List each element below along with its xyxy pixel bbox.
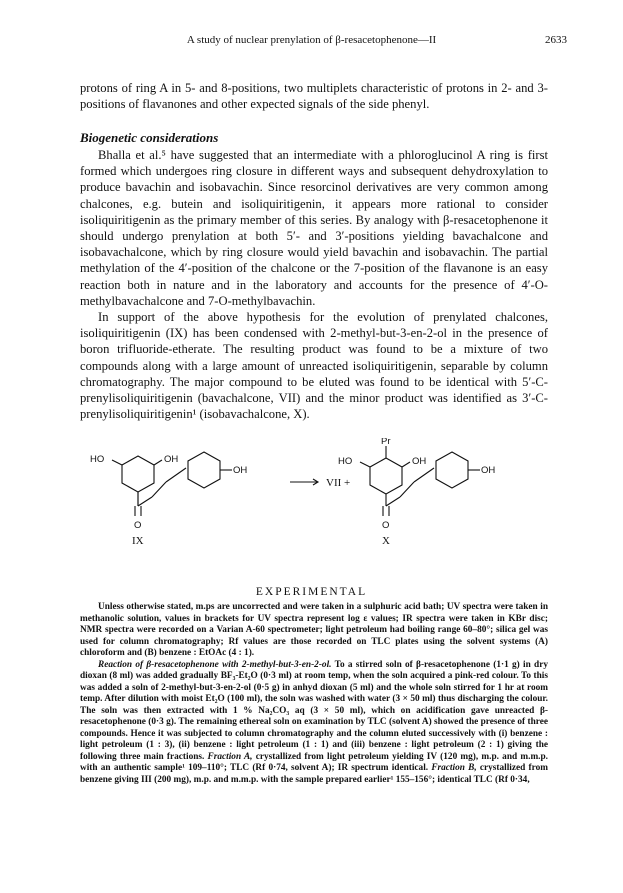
section-body bbox=[80, 147, 548, 422]
reaction-title: Reaction of β-resacetophenone with 2-methyl-but-3-en-2-ol. bbox=[98, 659, 332, 670]
experimental-body bbox=[80, 602, 548, 786]
left-oh1-label: OH bbox=[164, 454, 179, 465]
product-text: VII + bbox=[326, 477, 351, 489]
paragraph-1: Bhalla et al.⁵ have suggested that an intermediate with a phloroglucinol A ring is first formed which undergoes ring closure in different ways and subsequent dehydroxylation to produce bavachin and isobavachin. Since resorcinol derivatives are very common among chalcones, e.g. butein and isoliquiritigenin, it appears more rational to consider isoliquiritigenin as the primary member of this series. By analogy with β-resacetophenone it should undergo prenylation at both 5′- and 3′-positions yielding bavachalcone and isobavachalcone, which by ring closure would yield bavachin and isobavachin. The partial methylation of the 4′-position of the chalcone or the 7-position of the flavanone is an easy reaction both in nature and in the laboratory and accounts for the presence of 4′-O-methylbavachalcone and 7-O-methylbavachin. bbox=[80, 148, 548, 308]
page-number: 2633 bbox=[545, 34, 567, 46]
left-ho-label: HO bbox=[90, 454, 105, 465]
left-o-label: O bbox=[134, 520, 142, 531]
running-title: A study of nuclear prenylation of β-resacetophenone—II bbox=[186, 34, 437, 46]
compound-ix-label: IX bbox=[132, 535, 144, 547]
ring-a-left bbox=[122, 456, 154, 492]
right-ho-label: HO bbox=[338, 456, 353, 467]
paragraph-2: In support of the above hypothesis for the evolution of prenylated chalcones, isoliquiritigenin (IX) has been condensed with 2-methyl-but-3-en-2-ol in the presence of boron trifluoride-etherate. The resulting product was found to be a mixture of two compounds along with a large amount of unreacted isoliquiritigenin, separable by column chromatography. The major compound to be eluted was found to be identical with 5′-C-prenylisoliquiritigenin (bavachalcone, VII) and the minor product was identified as 3′-C-prenylisoliquiritigenin¹ (isobavachalcone, X). bbox=[80, 310, 548, 422]
ring-b-left bbox=[188, 452, 220, 488]
experimental-general: Unless otherwise stated, m.ps are uncorrected and were taken in a sulphuric acid bath; UV spectra were taken in methanolic solution, values in brackets for UV spectra represent log ε values; IR spectra were taken in KBr disc; NMR spectra were recorded on a Varian A-60 spectrometer; light petroleum had boiling range 60–80°; silica gel was used for column chromatography; Rf values are those recorded on TLC plates using the solvent systems (A) chloroform and (B) benzene : EtOAc (4 : 1). bbox=[80, 602, 548, 658]
reaction-paragraph bbox=[80, 660, 548, 787]
section-heading: Biogenetic considerations bbox=[80, 130, 219, 145]
ring-a-right bbox=[370, 458, 402, 494]
right-o-label: O bbox=[382, 520, 390, 531]
right-oh2-label: OH bbox=[481, 465, 496, 476]
experimental-heading: EXPERIMENTAL bbox=[255, 586, 368, 598]
fraction-b-title: Fraction B, bbox=[431, 763, 477, 773]
fraction-a-title: Fraction A, bbox=[207, 751, 253, 762]
right-pr-label: Pr bbox=[381, 438, 391, 447]
reaction-text: To a stirred soln of β-resacetophenone (1·1 g) in dry dioxan (8 ml) was added gradually BF₃-Et₂O (0·3 ml) at room temp, when the soln acquired a pink-red colour. To this was added a soln of 2-methyl-but-3-en-2-ol (0·5 g) in anhyd dioxan (5 ml) and the whole soln stirred for 1 hr at room temp. After dilution with moist Et₂O (100 ml), the soln was washed with water (3 × 50 ml) thus discharging the colour. The soln was then extracted with 1 % Na₂CO₃ aq (3 × 50 ml), which on acidification gave unreacted β-resacetophenone (0·3 g). The remaining ethereal soln on examination by TLC (solvent A) showed the presence of three compounds. Hence it was subjected to column chromatography and the column eluted successively with (i) benzene : light petroleum (1 : 3), (ii) benzene : light petroleum (1 : 1) and (iii) benzene : light petroleum (2 : 1) giving the following three main fractions. bbox=[80, 659, 548, 762]
intro-paragraph bbox=[80, 80, 548, 112]
compound-x-label: X bbox=[382, 535, 390, 547]
fraction-b-text: crystallized from benzene giving III (200 mg), m.p. and m.m.p. with the sample prepared earlier¹ 155–156°; identical TLC (Rf 0·34, bbox=[80, 763, 548, 785]
left-oh2-label: OH bbox=[233, 465, 248, 476]
right-oh1-label: OH bbox=[412, 456, 427, 467]
reaction-scheme bbox=[80, 438, 548, 548]
fraction-a-text: crystallized from light petroleum yielding IV (120 mg), m.p. and m.m.p. with an authentic sample¹ 109–110°; TLC (Rf 0·74, solvent A); IR spectrum identical. bbox=[80, 751, 549, 773]
ring-b-right bbox=[436, 452, 468, 488]
intro-paragraph-text: protons of ring A in 5- and 8-positions, two multiplets characteristic of protons in 2- and 3-positions of flavanones and other expected signals of the side phenyl. bbox=[80, 81, 548, 112]
